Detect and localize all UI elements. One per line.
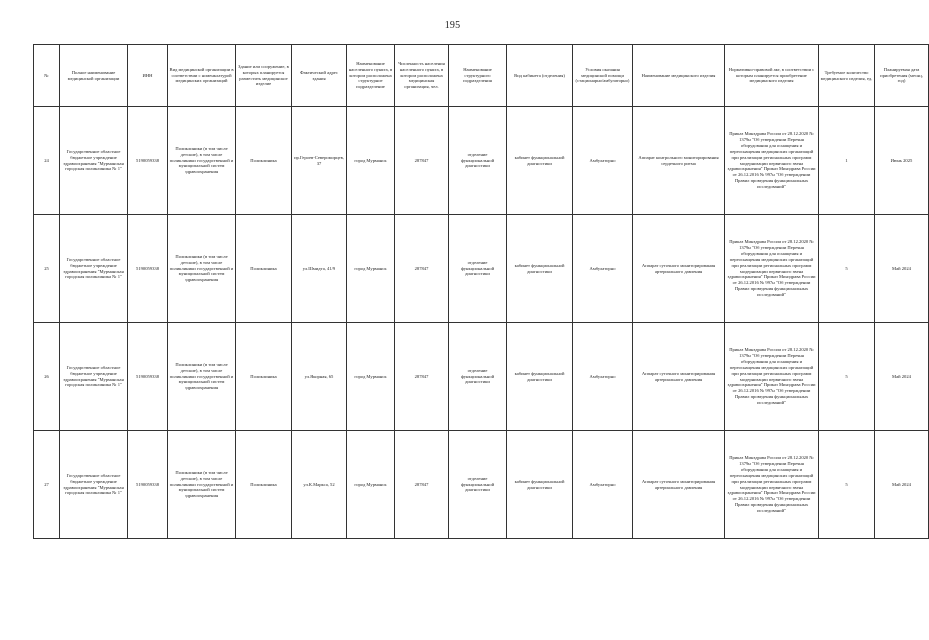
cell-cabinet: кабинет функциональной диагностики bbox=[507, 323, 573, 431]
cell-device: Аппарат суточного мониторирования артериального давления bbox=[633, 323, 725, 431]
cell-device: Аппарат суточного мониторирования артериального давления bbox=[633, 215, 725, 323]
cell-device: Аппарат суточного мониторирования артериального давления bbox=[633, 431, 725, 539]
cell-kind: Поликлиники (в том числе детские), в том числе поликлиники государственной и муниципальной систем здравоохранения bbox=[168, 107, 236, 215]
cell-act: Приказ Минздрава России от 28.12.2020 № 1379н "Об утверждении Перечня оборудования для оснащения и переоснащения медицинских организаций при реализации региональных программ модернизации первичного звена здравоохранения" Приказ Минздрава России от 26.12.2016 № 997н "Об утверждении Правил проведения функциональных исследований" bbox=[725, 431, 819, 539]
cell-population: 287847 bbox=[395, 431, 449, 539]
cell-conditions: Амбулаторно bbox=[573, 323, 633, 431]
cell-building: Поликлиника bbox=[236, 431, 292, 539]
cell-locality: город Мурманск bbox=[347, 323, 395, 431]
table-row bbox=[34, 215, 929, 323]
cell-num: 24 bbox=[34, 107, 60, 215]
header-cell-date: Планируемая дата приобретения (месяц, год) bbox=[875, 45, 929, 107]
cell-device: Аппарат контрольного мониторирования сердечного ритма bbox=[633, 107, 725, 215]
cell-cabinet: кабинет функциональной диагностики bbox=[507, 431, 573, 539]
cell-kind: Поликлиники (в том числе детские), в том числе поликлиники государственной и муниципальной систем здравоохранения bbox=[168, 431, 236, 539]
header-cell-locality: Наименование населенного пункта, в котором расположена структурное подразделение bbox=[347, 45, 395, 107]
cell-num: 25 bbox=[34, 215, 60, 323]
cell-building: Поликлиника bbox=[236, 215, 292, 323]
cell-cabinet: кабинет функциональной диагностики bbox=[507, 107, 573, 215]
cell-population: 287847 bbox=[395, 107, 449, 215]
header-cell-unit: Наименование структурного подразделения bbox=[449, 45, 507, 107]
cell-qty: 5 bbox=[819, 431, 875, 539]
cell-org: Государственное областное бюджетное учреждение здравоохранения "Мурманская городская поликлиника № 1" bbox=[60, 107, 128, 215]
cell-locality: город Мурманск bbox=[347, 431, 395, 539]
cell-unit: отделение функциональной диагностики bbox=[449, 107, 507, 215]
header-cell-kind: Вид медицинской организации в соответствии с номенклатурой медицинских организаций bbox=[168, 45, 236, 107]
header-cell-inn: ИНН bbox=[128, 45, 168, 107]
cell-unit: отделение функциональной диагностики bbox=[449, 323, 507, 431]
header-cell-building: Здание или сооружение, в которых планируется разместить медицинское изделие bbox=[236, 45, 292, 107]
header-cell-address: Фактический адрес здания bbox=[292, 45, 347, 107]
cell-population: 287847 bbox=[395, 215, 449, 323]
cell-org: Государственное областное бюджетное учреждение здравоохранения "Мурманская городская поликлиника № 1" bbox=[60, 215, 128, 323]
cell-inn: 5190059338 bbox=[128, 107, 168, 215]
cell-qty: 1 bbox=[819, 107, 875, 215]
table-row bbox=[34, 323, 929, 431]
cell-building: Поликлиника bbox=[236, 323, 292, 431]
cell-num: 26 bbox=[34, 323, 60, 431]
cell-date: Май 2024 bbox=[875, 215, 929, 323]
cell-qty: 5 bbox=[819, 215, 875, 323]
cell-address: ул.К.Маркса, 52 bbox=[292, 431, 347, 539]
cell-address: ул.Шмидта, 41/9 bbox=[292, 215, 347, 323]
cell-address: пр.Героев-Североморцев, 37 bbox=[292, 107, 347, 215]
header-cell-device: Наименование медицинского изделия bbox=[633, 45, 725, 107]
cell-kind: Поликлиники (в том числе детские), в том числе поликлиники государственной и муниципальной систем здравоохранения bbox=[168, 215, 236, 323]
header-cell-conditions: Условия оказания медицинской помощи (стационарно/амбулаторно) bbox=[573, 45, 633, 107]
cell-org: Государственное областное бюджетное учреждение здравоохранения "Мурманская городская поликлиника № 1" bbox=[60, 431, 128, 539]
table-row bbox=[34, 107, 929, 215]
page-number: 195 bbox=[444, 20, 461, 31]
cell-locality: город Мурманск bbox=[347, 107, 395, 215]
cell-date: Июнь 2025 bbox=[875, 107, 929, 215]
cell-population: 287847 bbox=[395, 323, 449, 431]
cell-unit: отделение функциональной диагностики bbox=[449, 215, 507, 323]
cell-conditions: Амбулаторно bbox=[573, 431, 633, 539]
equipment-table bbox=[33, 44, 929, 539]
cell-building: Поликлиника bbox=[236, 107, 292, 215]
cell-org: Государственное областное бюджетное учреждение здравоохранения "Мурманская городская поликлиника № 1" bbox=[60, 323, 128, 431]
header-cell-org: Полное наименование медицинской организации bbox=[60, 45, 128, 107]
header-cell-act: Нормативно-правовой акт, в соответствии с которым планируется приобретение медицинского изделия bbox=[725, 45, 819, 107]
cell-inn: 5190059338 bbox=[128, 215, 168, 323]
cell-locality: город Мурманск bbox=[347, 215, 395, 323]
cell-act: Приказ Минздрава России от 28.12.2020 № 1379н "Об утверждении Перечня оборудования для оснащения и переоснащения медицинских организаций при реализации региональных программ модернизации первичного звена здравоохранения" Приказ Минздрава России от 26.12.2016 № 997н "Об утверждении Правил проведения функциональных исследований" bbox=[725, 107, 819, 215]
cell-qty: 5 bbox=[819, 323, 875, 431]
cell-date: Май 2024 bbox=[875, 323, 929, 431]
header-row bbox=[34, 45, 929, 107]
cell-cabinet: кабинет функциональной диагностики bbox=[507, 215, 573, 323]
table-row bbox=[34, 431, 929, 539]
cell-unit: отделение функциональной диагностики bbox=[449, 431, 507, 539]
cell-date: Май 2024 bbox=[875, 431, 929, 539]
cell-act: Приказ Минздрава России от 28.12.2020 № 1379н "Об утверждении Перечня оборудования для оснащения и переоснащения медицинских организаций при реализации региональных программ модернизации первичного звена здравоохранения" Приказ Минздрава России от 26.12.2016 № 997н "Об утверждении Правил проведения функциональных исследований" bbox=[725, 323, 819, 431]
cell-inn: 5190059338 bbox=[128, 323, 168, 431]
cell-address: ул.Якорная, 65 bbox=[292, 323, 347, 431]
header-cell-qty: Требуемое количество медицинского изделия, ед. bbox=[819, 45, 875, 107]
cell-conditions: Амбулаторно bbox=[573, 215, 633, 323]
cell-act: Приказ Минздрава России от 28.12.2020 № 1379н "Об утверждении Перечня оборудования для оснащения и переоснащения медицинских организаций при реализации региональных программ модернизации первичного звена здравоохранения" Приказ Минздрава России от 26.12.2016 № 997н "Об утверждении Правил проведения функциональных исследований" bbox=[725, 215, 819, 323]
header-cell-population: Численность населения населенного пункта, в котором расположена медицинская организация, чел. bbox=[395, 45, 449, 107]
cell-inn: 5190059338 bbox=[128, 431, 168, 539]
cell-num: 27 bbox=[34, 431, 60, 539]
cell-kind: Поликлиники (в том числе детские), в том числе поликлиники государственной и муниципальной систем здравоохранения bbox=[168, 323, 236, 431]
header-cell-cabinet: Вид кабинета (отделения) bbox=[507, 45, 573, 107]
cell-conditions: Амбулаторно bbox=[573, 107, 633, 215]
header-cell-num: № bbox=[34, 45, 60, 107]
